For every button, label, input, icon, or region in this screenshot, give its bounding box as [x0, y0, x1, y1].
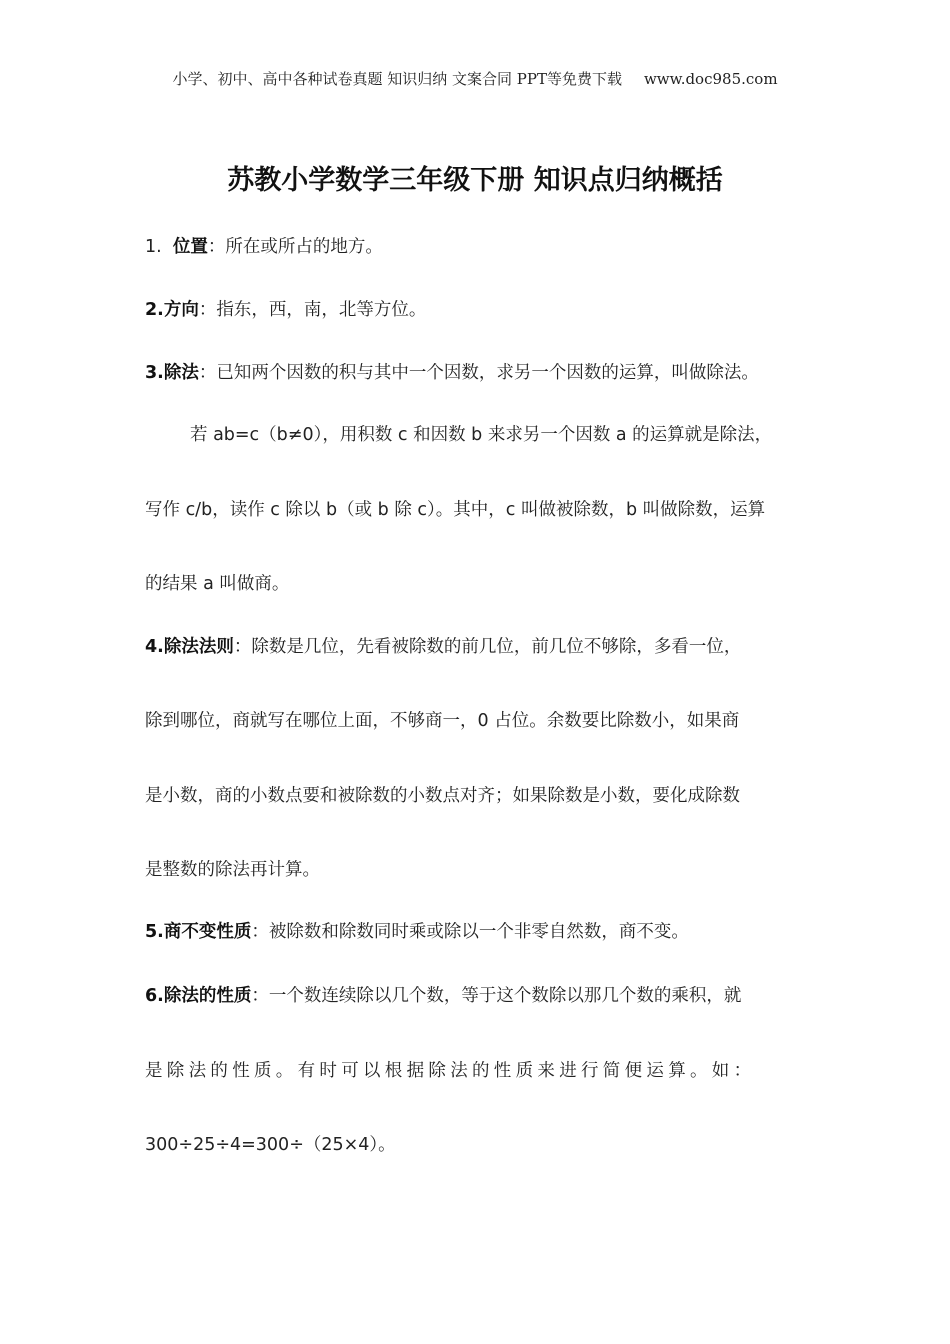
item-number: 6.: [145, 986, 164, 1006]
header-site-link[interactable]: www.doc985.com: [643, 70, 778, 88]
division-rule-line-3: 是小数，商的小数点要和被除数的小数点对齐；如果除数是小数，要化成除数: [145, 786, 740, 806]
item-direction: [145, 296, 426, 321]
item-number: 4.: [145, 637, 164, 657]
item-text: 指东，西，南，北等方位。: [216, 300, 427, 320]
division-rule-line-4: 是整数的除法再计算。: [145, 860, 320, 880]
division-rule-line-2: 除到哪位，商就写在哪位上面，不够商一，0 占位。余数要比除数小，如果商: [145, 711, 740, 731]
division-line-2: 若 ab=c（b≠0），用积数 c 和因数 b 来求另一个因数 a 的运算就是除法，: [190, 425, 773, 445]
header-tagline: 小学、初中、高中各种试卷真题 知识归纳 文案合同 PPT等免费下载: [172, 70, 622, 88]
item-division-rule: [145, 633, 741, 658]
item-division-property: [145, 982, 741, 1007]
item-number: 1.: [145, 237, 162, 257]
item-term: 位置: [172, 237, 208, 257]
item-number: 2.: [145, 300, 164, 320]
item-term: 除法法则: [163, 637, 234, 657]
item-term: 除法: [163, 363, 199, 383]
item-text: 被除数和除数同时乘或除以一个非零自然数，商不变。: [268, 922, 689, 942]
division-property-line-2: 是除法的性质。有时可以根据除法的性质来进行简便运算。如：: [145, 1061, 756, 1081]
division-line-3: 写作 c/b，读作 c 除以 b（或 b 除 c）。其中，c 叫做被除数，b 叫做除数，运算: [145, 500, 766, 520]
item-term: 商不变性质: [163, 922, 252, 942]
item-separator: ：: [251, 986, 269, 1006]
item-term: 除法的性质: [163, 986, 252, 1006]
item-text: 除数是几位，先看被除数的前几位，前几位不够除，多看一位，: [251, 637, 742, 657]
division-line-4: 的结果 a 叫做商。: [145, 574, 290, 594]
item-division: [145, 359, 759, 384]
item-separator: ：: [233, 637, 252, 657]
item-text: 所在或所占的地方。: [225, 237, 383, 257]
item-text: 已知两个因数的积与其中一个因数，求另一个因数的运算，叫做除法。: [216, 363, 759, 383]
document-title: 苏教小学数学三年级下册 知识点归纳概括: [227, 165, 723, 196]
item-separator: ：: [207, 237, 226, 257]
item-quotient-invariance: [145, 918, 689, 943]
item-number: 5.: [145, 922, 164, 942]
item-separator: ：: [251, 922, 269, 942]
page-header: [0, 68, 950, 89]
division-property-formula: 300÷25÷4=300÷（25×4）。: [145, 1135, 396, 1155]
item-separator: ：: [198, 363, 217, 383]
item-separator: ：: [198, 300, 217, 320]
item-term: 方向: [163, 300, 199, 320]
item-text: 一个数连续除以几个数，等于这个数除以那几个数的乘积，就: [268, 986, 742, 1006]
item-number: 3.: [145, 363, 164, 383]
item-position: [145, 233, 383, 258]
